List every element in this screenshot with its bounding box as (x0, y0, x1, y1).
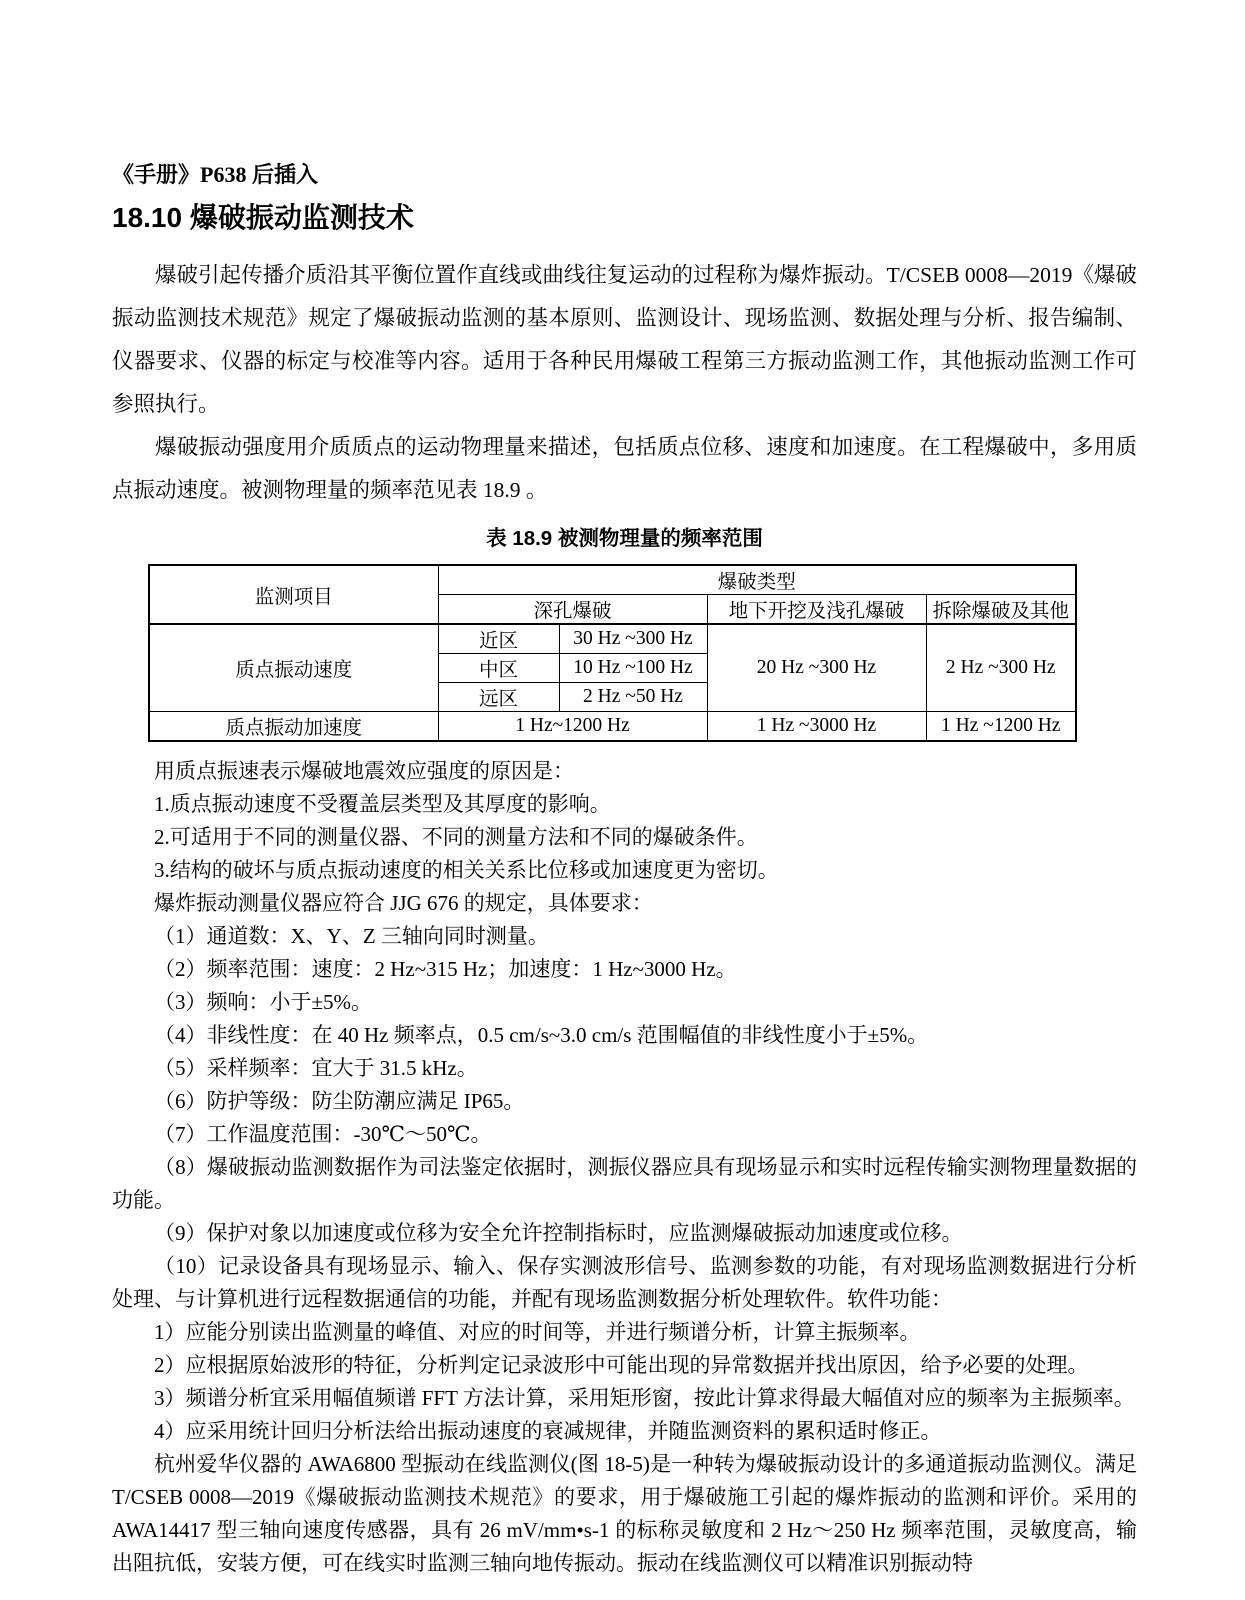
section-title: 18.10 爆破振动监测技术 (112, 202, 414, 233)
body-line: （10）记录设备具有现场显示、输入、保存实测波形信号、监测参数的功能，有对现场监测数据进行分析处理、与计算机进行远程数据通信的功能，并配有现场监测数据分析处理软件。软件功能： (112, 1254, 1137, 1311)
body-line: （4）非线性度：在 40 Hz 频率点，0.5 cm/s~3.0 cm/s 范围幅值的非线性度小于±5%。 (154, 1023, 929, 1047)
header-cell-underground-shallow: 地下开挖及浅孔爆破 (707, 595, 926, 625)
acceleration-label-cell: 质点振动加速度 (149, 712, 438, 742)
intro-paragraph: 爆破引起传播介质沿其平衡位置作直线或曲线往复运动的过程称为爆炸振动。T/CSEB 0008—2019《爆破振动监测技术规范》规定了爆破振动监测的基本原则、监测设计、现场监测、数据处理与分析、报告编制、仪器要求、仪器的标定与校准等内容。适用于各种民用爆破工程第三方振动监测工作，其他振动监测工作可参照执行。 (112, 263, 1137, 416)
velocity-underground-cell: 20 Hz ~300 Hz (707, 624, 926, 712)
body-line: （7）工作温度范围：-30℃～50℃。 (154, 1122, 492, 1146)
header-cell-demolition-other: 拆除爆破及其他 (926, 595, 1076, 625)
insert-note-page-ref: P638 (200, 162, 247, 187)
range-far-cell: 2 Hz ~50 Hz (559, 683, 707, 712)
header-cell-deep-hole: 深孔爆破 (438, 595, 707, 625)
body-line: 3）频谱分析宜采用幅值频谱 FFT 方法计算，采用矩形窗，按此计算求得最大幅值对应的频率为主振频率。 (154, 1386, 1135, 1410)
body-line: （3）频响：小于±5%。 (154, 990, 373, 1014)
body-line: 2）应根据原始波形的特征，分析判定记录波形中可能出现的异常数据并找出原因，给予必要的处理。 (154, 1353, 1089, 1377)
body-line: （1）通道数：X、Y、Z 三轴向同时测量。 (154, 924, 549, 948)
zone-near-cell: 近区 (438, 624, 559, 654)
body-line: （2）频率范围：速度：2 Hz~315 Hz；加速度：1 Hz~3000 Hz。 (154, 957, 737, 981)
body-line: 爆炸振动测量仪器应符合 JJG 676 的规定，具体要求： (154, 891, 653, 915)
body-line: 1）应能分别读出监测量的峰值、对应的时间等，并进行频谱分析，计算主振频率。 (154, 1320, 921, 1344)
body-lines (112, 755, 1137, 1580)
frequency-range-table (148, 564, 1077, 742)
range-near-cell: 30 Hz ~300 Hz (559, 624, 707, 654)
intro-paragraphs (112, 254, 1137, 512)
insert-note (112, 160, 1137, 190)
zone-mid-cell: 中区 (438, 654, 559, 683)
velocity-row-near (149, 624, 1076, 654)
table-caption: 表 18.9 被测物理量的频率范围 (486, 527, 763, 550)
body-line: （8）爆破振动监测数据作为司法鉴定依据时，测振仪器应具有现场显示和实时远程传输实测物理量数据的功能。 (112, 1155, 1137, 1212)
body-line: 1.质点振动速度不受覆盖层类型及其厚度的影响。 (154, 792, 611, 816)
acceleration-demolition-cell: 1 Hz ~1200 Hz (926, 712, 1076, 742)
insert-note-book: 《手册》 (112, 162, 201, 187)
header-cell-monitoring-item: 监测项目 (149, 565, 438, 624)
body-line: 2.可适用于不同的测量仪器、不同的测量方法和不同的爆破条件。 (154, 825, 758, 849)
velocity-label-cell: 质点振动速度 (149, 624, 438, 712)
acceleration-deep-hole-cell: 1 Hz~1200 Hz (438, 712, 707, 742)
body-line: 杭州爱华仪器的 AWA6800 型振动在线监测仪(图 18-5)是一种转为爆破振动设计的多通道振动监测仪。满足 T/CSEB 0008—2019《爆破振动监测技术规范》的要求，用于爆破施工引起的爆炸振动的监测和评价。采用的 AWA14417 型三轴向速度传感器，具有 26 mV/mm•s-1 的标称灵敏度和 2 Hz～250 Hz 频率范围，灵敏度高，输出阻抗低，安装方便，可在线实时监测三轴向地传振动。振动在线监测仪可以精准识别振动特 (112, 1452, 1137, 1575)
header-cell-blast-type: 爆破类型 (438, 565, 1076, 595)
zone-far-cell: 远区 (438, 683, 559, 712)
body-line: （9）保护对象以加速度或位移为安全允许控制指标时，应监测爆破振动加速度或位移。 (154, 1221, 963, 1245)
range-mid-cell: 10 Hz ~100 Hz (559, 654, 707, 683)
body-line: 4）应采用统计回归分析法给出振动速度的衰减规律，并随监测资料的累积适时修正。 (154, 1419, 942, 1443)
acceleration-row (149, 712, 1076, 742)
body-line: （5）采样频率：宜大于 31.5 kHz。 (154, 1056, 478, 1080)
velocity-demolition-cell: 2 Hz ~300 Hz (926, 624, 1076, 712)
body-line: 3.结构的破坏与质点振动速度的相关关系比位移或加速度更为密切。 (154, 858, 779, 882)
intro-paragraph: 爆破振动强度用介质质点的运动物理量来描述，包括质点位移、速度和加速度。在工程爆破中，多用质点振动速度。被测物理量的频率范见表 18.9 。 (112, 435, 1137, 502)
body-line: 用质点振速表示爆破地震效应强度的原因是： (154, 759, 574, 783)
acceleration-underground-cell: 1 Hz ~3000 Hz (707, 712, 926, 742)
insert-note-suffix: 后插入 (251, 162, 318, 187)
body-line: （6）防护等级：防尘防潮应满足 IP65。 (154, 1089, 525, 1113)
table-header-row-1 (149, 565, 1076, 595)
